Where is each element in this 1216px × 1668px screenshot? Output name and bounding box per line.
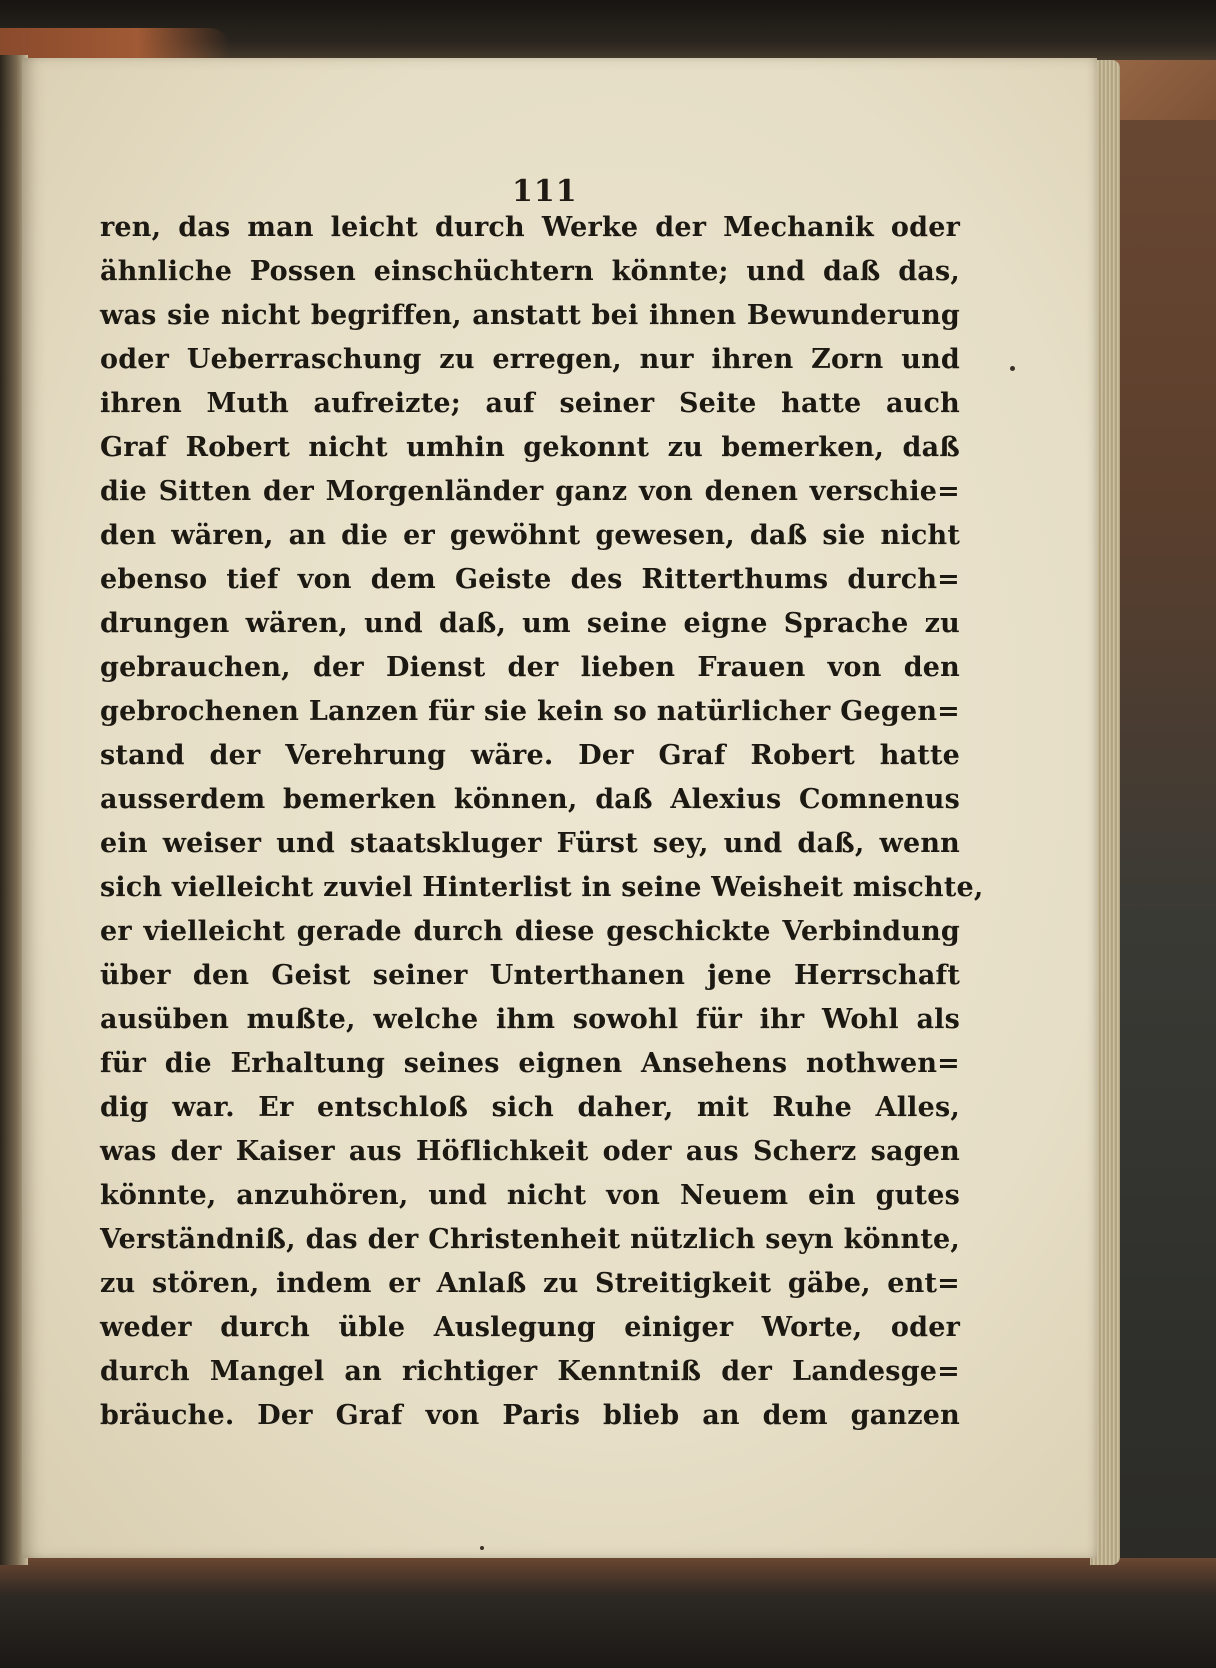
text-line: ausserdem bemerken können, daß Alexius Comnenus bbox=[100, 784, 960, 815]
book-binding-bottom bbox=[0, 1558, 1216, 1668]
text-line: ausüben mußte, welche ihm sowohl für ihr Wohl als bbox=[100, 1004, 960, 1035]
text-line: Verständniß, das der Christenheit nützlich seyn könnte, bbox=[100, 1224, 960, 1255]
text-line: ein weiser und staatskluger Fürst sey, und daß, wenn bbox=[100, 828, 960, 859]
text-line: sich vielleicht zuviel Hinterlist in seine Weisheit mischte, bbox=[100, 872, 984, 903]
paper-speck bbox=[480, 1546, 484, 1550]
text-line: ren, das man leicht durch Werke der Mechanik oder bbox=[100, 212, 960, 243]
text-line: ebenso tief von dem Geiste des Ritterthums durch= bbox=[100, 564, 960, 595]
text-line: zu stören, indem er Anlaß zu Streitigkeit gäbe, ent= bbox=[100, 1268, 960, 1299]
text-line: die Sitten der Morgenländer ganz von denen verschie= bbox=[100, 476, 960, 507]
text-line: gebrochenen Lanzen für sie kein so natürlicher Gegen= bbox=[100, 696, 960, 727]
text-line: was sie nicht begriffen, anstatt bei ihnen Bewunderung bbox=[100, 300, 960, 331]
text-line: durch Mangel an richtiger Kenntniß der Landesge= bbox=[100, 1356, 960, 1387]
text-line: den wären, an die er gewöhnt gewesen, daß sie nicht bbox=[100, 520, 960, 551]
text-line: Graf Robert nicht umhin gekonnt zu bemerken, daß bbox=[100, 432, 960, 463]
text-line: dig war. Er entschloß sich daher, mit Ruhe Alles, bbox=[100, 1092, 960, 1123]
text-line: oder Ueberraschung zu erregen, nur ihren Zorn und bbox=[100, 344, 960, 375]
text-line: drungen wären, und daß, um seine eigne Sprache zu bbox=[100, 608, 960, 639]
text-line: er vielleicht gerade durch diese geschickte Verbindung bbox=[100, 916, 960, 947]
page-text bbox=[100, 206, 984, 1438]
text-line: könnte, anzuhören, und nicht von Neuem ein gutes bbox=[100, 1180, 960, 1211]
text-line: für die Erhaltung seines eignen Ansehens nothwen= bbox=[100, 1048, 960, 1079]
page-number: 111 bbox=[512, 174, 578, 209]
text-line: weder durch üble Auslegung einiger Worte, oder bbox=[100, 1312, 960, 1343]
text-line: gebrauchen, der Dienst der lieben Frauen von den bbox=[100, 652, 960, 683]
book-page bbox=[22, 58, 1097, 1558]
text-line: über den Geist seiner Unterthanen jene Herrschaft bbox=[100, 960, 960, 991]
paper-speck bbox=[1010, 366, 1015, 371]
text-line: ähnliche Possen einschüchtern könnte; und daß das, bbox=[100, 256, 960, 287]
book-binding-top bbox=[0, 0, 1216, 60]
text-line: bräuche. Der Graf von Paris blieb an dem ganzen bbox=[100, 1400, 960, 1431]
text-line: was der Kaiser aus Höflichkeit oder aus Scherz sagen bbox=[100, 1136, 960, 1167]
text-line: stand der Verehrung wäre. Der Graf Robert hatte bbox=[100, 740, 960, 771]
text-line: ihren Muth aufreizte; auf seiner Seite hatte auch bbox=[100, 388, 960, 419]
